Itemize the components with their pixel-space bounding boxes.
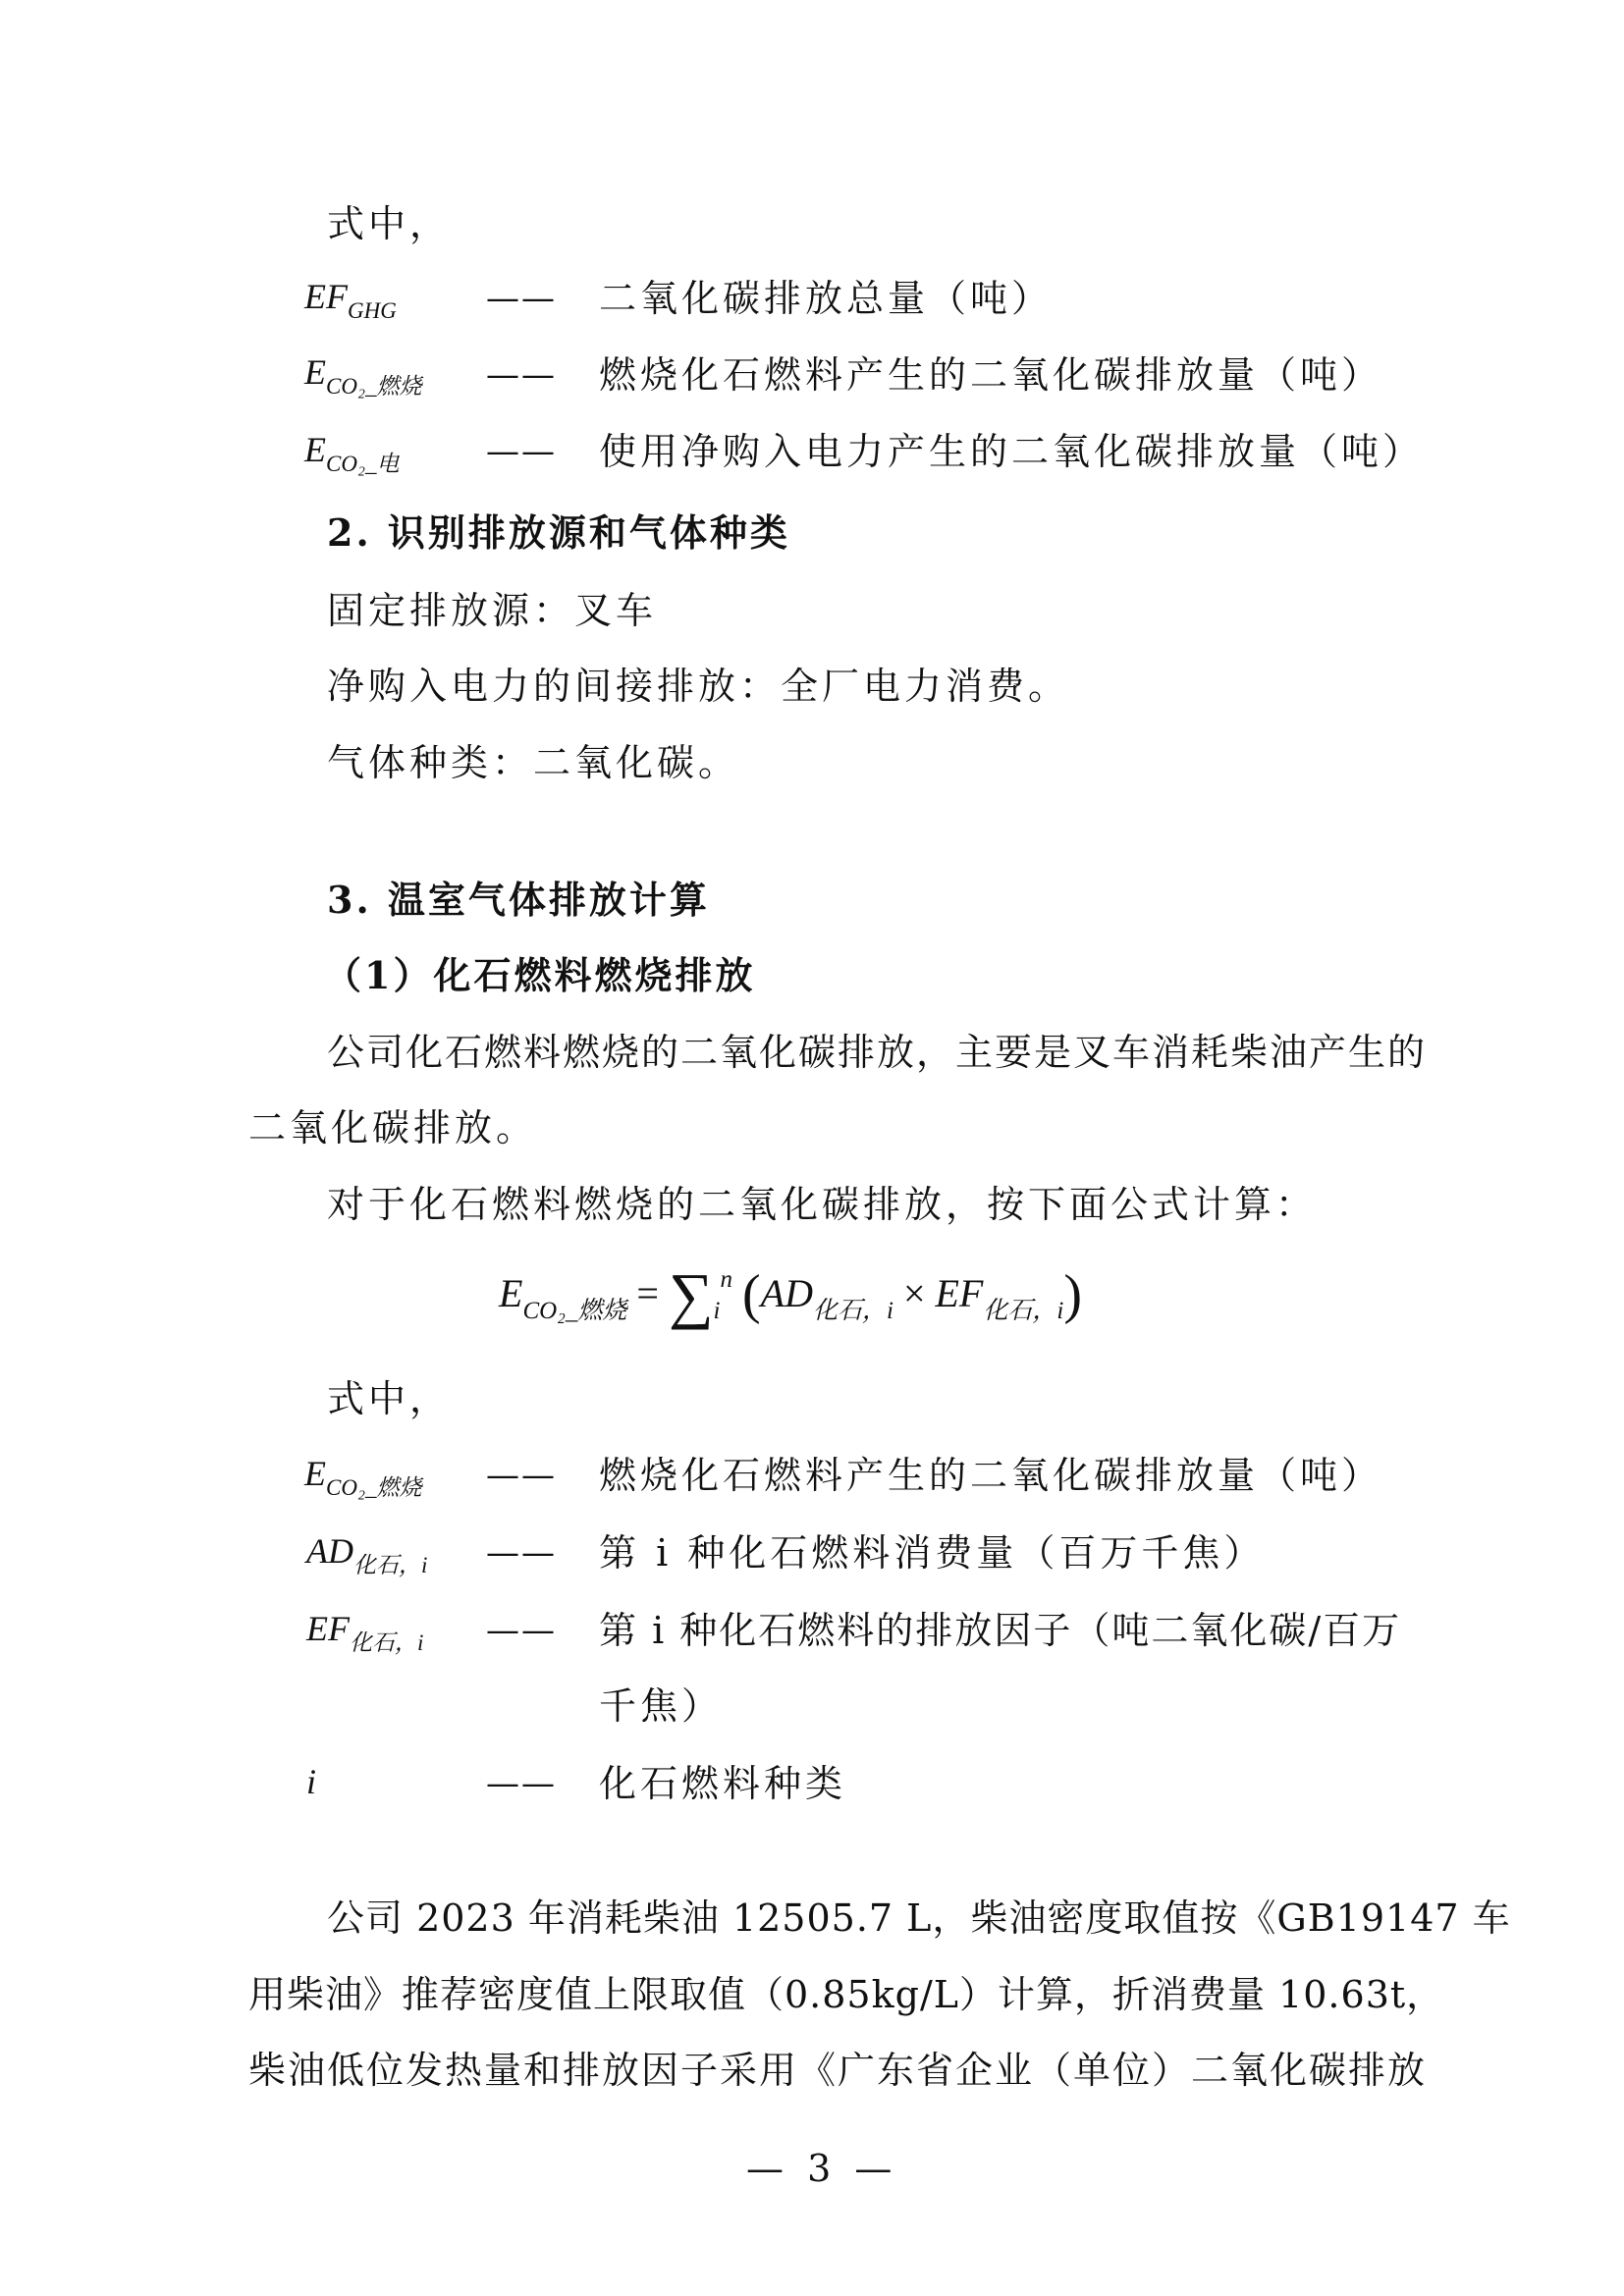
section-2-line: 固定排放源：叉车 <box>327 589 658 632</box>
definition-dash: —— <box>486 432 557 471</box>
paragraph-line: 柴油低位发热量和排放因子采用《广东省企业（单位）二氧化碳排放 <box>248 2049 1428 2092</box>
symbol-ad: $AD_{化石,i}$ <box>306 1531 428 1577</box>
definition-text-continued: 千焦） <box>599 1684 724 1728</box>
section-2-line: 气体种类：二氧化碳。 <box>327 741 740 784</box>
page-number: — 3 — <box>746 2147 898 2190</box>
symbol-e-co2-combustion: $E_{CO_2\_燃烧}$ <box>304 1454 422 1500</box>
symbol-e-co2-combustion: $E_{CO_2\_燃烧}$ <box>304 352 422 399</box>
definition-dash: —— <box>486 1456 557 1495</box>
section-3-heading: 3. 温室气体排放计算 <box>327 878 710 922</box>
paragraph-line: 公司化石燃料燃烧的二氧化碳排放，主要是叉车消耗柴油产生的 <box>327 1031 1428 1074</box>
definition-text: 使用净购入电力产生的二氧化碳排放量（吨） <box>599 430 1425 473</box>
symbol-ef: $EF_{化石,i}$ <box>306 1609 424 1655</box>
paragraph-line: 二氧化碳排放。 <box>248 1106 538 1149</box>
definition-text: 第 i 种化石燃料消费量（百万千焦） <box>599 1531 1266 1575</box>
definition-dash: —— <box>486 1611 557 1650</box>
definition-dash: —— <box>486 1533 557 1573</box>
definition-text: 化石燃料种类 <box>599 1762 847 1805</box>
paragraph-line: 用柴油》推荐密度值上限取值（0.85kg/L）计算，折消费量 10.63t， <box>248 1973 1445 2016</box>
definition-text: 二氧化碳排放总量（吨） <box>599 277 1054 320</box>
where-label-1: 式中， <box>327 202 452 245</box>
paragraph-line: 公司 2023 年消耗柴油 12505.7 L，柴油密度取值按《GB19147 车 <box>327 1896 1511 1940</box>
symbol-i: i <box>306 1762 317 1801</box>
paragraph-line: 对于化石燃料燃烧的二氧化碳排放，按下面公式计算： <box>327 1183 1318 1226</box>
section-2-heading: 2. 识别排放源和气体种类 <box>327 510 790 555</box>
definition-dash: —— <box>486 279 557 318</box>
section-2-line: 净购入电力的间接排放：全厂电力消费。 <box>327 665 1070 708</box>
definition-text: 第 i 种化石燃料的排放因子（吨二氧化碳/百万 <box>599 1609 1402 1652</box>
definition-dash: —— <box>486 355 557 395</box>
combustion-formula: $E_{CO_2\_燃烧} = \sum_i^n$ $(AD_{化石,i} \times EF_{化石,i})$ <box>499 1260 1082 1330</box>
where-label-2: 式中， <box>327 1377 452 1420</box>
section-3-subheading: （1）化石燃料燃烧排放 <box>324 953 756 997</box>
symbol-e-co2-electricity: $E_{CO_2\_电}$ <box>304 430 400 476</box>
definition-text: 燃烧化石燃料产生的二氧化碳排放量（吨） <box>599 353 1383 397</box>
definition-text: 燃烧化石燃料产生的二氧化碳排放量（吨） <box>599 1454 1383 1497</box>
definition-dash: —— <box>486 1764 557 1803</box>
symbol-ef-ghg: $EF_{GHG}$ <box>304 277 397 323</box>
